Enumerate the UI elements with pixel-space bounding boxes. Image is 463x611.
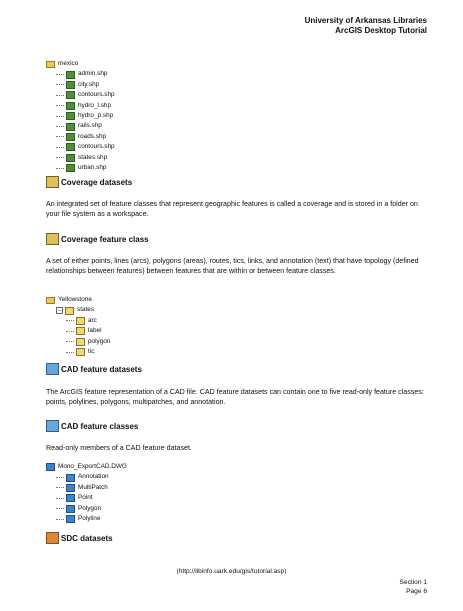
tree-item-label: states.shp [78,153,108,161]
header-title: ArcGIS Desktop Tutorial [335,26,427,35]
yellowstone-tree [46,295,110,357]
tree-item-label: Polygon [78,504,102,512]
tree-item-label: polygon [88,337,111,345]
folder-label: Yellowstone [58,296,92,303]
tree-item-label: urban.shp [78,163,107,171]
cad-tree [46,462,127,524]
multipatch-icon [66,484,75,492]
tree-item[interactable] [46,111,115,121]
coverage-dataset-icon [46,176,59,188]
tree-item-label: Point [78,494,93,502]
tree-item[interactable] [46,142,115,152]
tree-item[interactable] [46,69,115,79]
shapefile-icon [66,133,75,141]
cad-drawing-icon [46,463,55,471]
section-label: Section 1 [399,579,427,586]
coverage-feature-class-heading [46,233,149,245]
tree-folder[interactable] [46,59,115,69]
shapefile-icon [66,123,75,131]
coverage-datasets-heading [46,176,132,188]
sdc-datasets-heading [46,532,113,544]
tree-item-label: hydro_p.shp [78,111,114,119]
tree-item[interactable] [46,153,115,163]
heading-text: CAD feature classes [61,421,139,431]
arc-icon [76,317,85,325]
tree-item[interactable] [46,90,115,100]
tree-item[interactable] [46,80,115,90]
folder-icon [46,297,55,304]
shapefile-icon [66,112,75,120]
cad-feature-class-icon [46,420,59,432]
annotation-icon [66,474,75,482]
folder-label: mexico [58,60,79,67]
heading-text: SDC datasets [61,533,113,543]
root-label: Mono_ExportCAD.DWG [58,463,127,470]
tree-item-label: hydro_l.shp [78,101,112,109]
shapefile-icon [66,91,75,99]
shapefile-icon [66,164,75,172]
shapefile-icon [66,71,75,79]
tree-item[interactable] [46,132,115,142]
shapefile-icon [66,154,75,162]
collapse-icon[interactable]: − [57,308,62,315]
tree-item-label: tic [88,347,95,355]
tree-item[interactable] [46,163,115,173]
tree-item-label: Annotation [78,473,109,481]
tree-item[interactable] [46,101,115,111]
heading-text: Coverage datasets [61,177,133,187]
point-icon [66,494,75,502]
header-institution: University of Arkansas Libraries [304,16,427,25]
coverage-feature-class-text: A set of either points, lines (arcs), polygons (areas), routes, tics, links, and annotation (text) that have topology (defined relationships between features) between features that are within or between feature classes. [46,257,419,275]
coverage-feature-class-icon [46,233,59,245]
cad-feature-classes-text: Read-only members of a CAD feature dataset. [46,444,192,452]
tree-item[interactable] [46,483,127,493]
polygon-icon [76,338,85,346]
cad-feature-datasets-heading [46,363,142,375]
tree-item-label: Polyline [78,514,101,522]
coverage-icon [65,307,74,315]
tree-folder[interactable] [46,295,110,305]
shapefile-icon [66,102,75,110]
tree-item-label: MultiPatch [78,483,108,491]
tree-item-label: rails.shp [78,122,102,130]
tree-item[interactable] [46,514,127,524]
tree-item-label: contours.shp [78,143,115,151]
cad-dataset-icon [46,363,59,375]
heading-text: CAD feature datasets [61,364,142,374]
tree-item[interactable] [46,121,115,131]
footer-url[interactable]: (http://libinfo.uark.edu/gis/tutorial.asp) [176,568,287,575]
tree-item-label: city.shp [78,80,100,88]
footer-section [400,578,428,596]
coverage-label: states [77,306,95,314]
tree-item-label: contours.shp [78,91,115,99]
cad-feature-classes-heading [46,420,138,432]
page-header [305,16,427,36]
tree-item-label: label [88,327,102,335]
tree-item-label: roads.shp [78,132,107,140]
tic-icon [76,348,85,356]
tree-item[interactable] [46,493,127,503]
tree-item-label: admin.shp [78,70,108,78]
mexico-tree [46,59,115,173]
cad-feature-datasets-text: The ArcGIS feature representation of a CAD file. CAD feature datasets can contain one to five read-only feature classes: points, polylines, polygons, multipatches, and annotation. [46,388,424,406]
tree-root[interactable] [46,462,127,472]
page-number: Page 6 [406,588,427,595]
tree-item[interactable] [46,472,127,482]
polyline-icon [66,515,75,523]
label-icon [76,327,85,335]
coverage-datasets-text: An integrated set of feature classes that represent geographic features is called a coverage and is stored in a folder on your file system as a workspace. [46,200,418,218]
polygon-icon [66,505,75,513]
tree-item[interactable] [46,504,127,514]
shapefile-icon [66,143,75,151]
folder-icon [46,61,55,68]
heading-text: Coverage feature class [61,234,149,244]
tree-coverage[interactable] [46,305,110,315]
tree-item[interactable] [46,347,110,357]
shapefile-icon [66,81,75,89]
tree-item[interactable] [46,326,110,336]
tree-item[interactable] [46,337,110,347]
tree-item[interactable] [46,316,110,326]
tree-item-label: arc [88,316,97,324]
sdc-dataset-icon [46,532,59,544]
